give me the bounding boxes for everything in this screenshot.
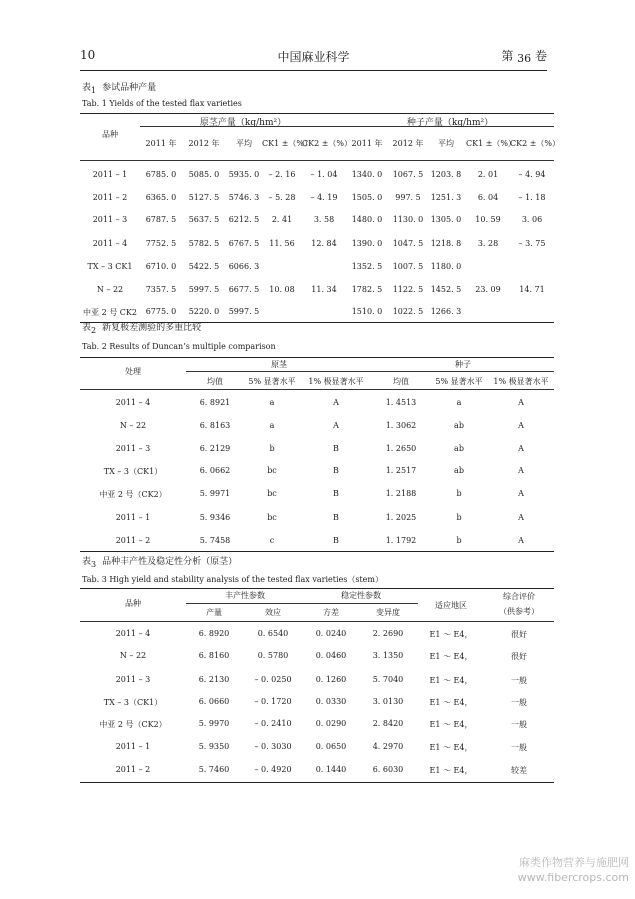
table2-h-treatment: 处理 (125, 367, 141, 376)
table1-cell: 6710. 0 (145, 262, 177, 271)
table2-cell: A (333, 398, 339, 407)
table1-cell: 1266. 3 (430, 307, 462, 316)
running-header (80, 46, 547, 64)
table2-caption-cn: 表2 新复极差测验的多重比较 (82, 323, 202, 335)
table2-cell: 5. 9971 (199, 489, 231, 498)
table3-cell: E1 ～ E4， (429, 630, 473, 639)
table1-cell: 3. 58 (313, 215, 335, 224)
table3-row-label: 2011 – 1 (115, 742, 151, 751)
table3-cell: 6. 6030 (372, 765, 404, 774)
table1-top-rule (80, 113, 554, 114)
table1-cell: 1340. 0 (351, 170, 383, 179)
table2-subheader: 5% 显著水平 (435, 377, 483, 386)
table3-row-label: 2011 – 4 (115, 629, 151, 638)
table3-cell: E1 ～ E4， (429, 652, 473, 661)
table2-cell: A (333, 421, 339, 430)
table3-cell: 0. 0240 (315, 629, 347, 638)
table3-h-eval-note: （供参考） (499, 607, 539, 616)
table1-cell: 12. 84 (311, 239, 337, 248)
table3-h-yield: 丰产性参数 (225, 591, 265, 600)
table2-cell: a (269, 398, 275, 407)
table3-stab-rule (304, 603, 418, 604)
table3-subheader: 方差 (323, 608, 339, 617)
table3-caption-cn: 表3 品种丰产性及稳定性分析（原茎） (82, 557, 238, 569)
table1-subheader: 2012 年 (188, 139, 220, 148)
table1-cell: 7752. 5 (145, 239, 177, 248)
table3-cell: 0. 1440 (315, 765, 347, 774)
table1-cell: – 1. 04 (310, 170, 338, 179)
table1-cell: 1203. 8 (430, 170, 462, 179)
table2-cell: b (456, 536, 462, 545)
table1-cell: 1505. 0 (351, 193, 383, 202)
table1-cell: 1480. 0 (351, 215, 383, 224)
table3-cell: 0. 0330 (315, 697, 347, 706)
table1-caption-en: Tab. 1 Yields of the tested flax varieties (82, 99, 242, 108)
watermark-line1: 麻类作物营养与施肥网 (519, 856, 629, 869)
table3-subheader: 效应 (265, 608, 281, 617)
table3-row-label: 2011 – 2 (115, 765, 151, 774)
table1-cell: – 5. 28 (268, 193, 296, 202)
table3-cell: 2. 2690 (372, 629, 404, 638)
table2-cell: 1. 3062 (385, 421, 417, 430)
table1-subheader: CK1 ±（%） (466, 139, 517, 148)
journal-title: 中国麻业科学 (277, 50, 350, 64)
table1-cell: 6677. 5 (228, 285, 260, 294)
table2-subheader: 1% 极显著水平 (493, 377, 549, 386)
table2-cell: b (269, 444, 275, 453)
table2-cell: A (518, 444, 524, 453)
table1-cell: 10. 08 (269, 285, 295, 294)
table2-h-seed: 种子 (455, 360, 471, 369)
page-number: 10 (80, 48, 96, 62)
table1-cell: – 3. 75 (518, 239, 546, 248)
table1-cell: 6. 04 (477, 193, 499, 202)
table3-cell: 6. 2130 (198, 675, 230, 684)
table2-cell: 1. 2517 (385, 466, 417, 475)
table2-cell: bc (267, 466, 277, 475)
table3-cell: 很好 (511, 652, 527, 661)
table2-cell: b (456, 513, 462, 522)
table1-cell: 6787. 5 (145, 215, 177, 224)
table3-cell: 5. 7460 (198, 765, 230, 774)
table2-subheader: 5% 显著水平 (248, 377, 296, 386)
table2-row-label: 2011 – 4 (115, 398, 151, 407)
table2-h-stem: 原茎 (271, 360, 287, 369)
table2-cell: 1. 2188 (385, 489, 417, 498)
table2-cell: A (518, 489, 524, 498)
table1-h-seed: 种子产量（kg/hm²） (406, 118, 494, 128)
table1-cell: – 4. 94 (518, 170, 546, 179)
table3-cell: 6. 8160 (198, 651, 230, 660)
table1-cell: 1130. 0 (392, 215, 424, 224)
table1-subheader: CK2 ±（%） (302, 139, 353, 148)
table3-cell: 0. 0290 (315, 719, 347, 728)
table1-cell: 5085. 0 (188, 170, 220, 179)
table1-cell: 1047. 5 (392, 239, 424, 248)
table1-cell: 3. 28 (477, 239, 499, 248)
table3-cell: 6. 0660 (198, 697, 230, 706)
table3-cell: – 0. 3030 (254, 742, 292, 751)
table1-cell: 6775. 0 (145, 307, 177, 316)
table2-cell: A (518, 421, 524, 430)
table1-cell: 6365. 0 (145, 193, 177, 202)
table3-cell: 0. 1260 (315, 675, 347, 684)
table1-row-label: 2011 – 3 (92, 215, 128, 224)
table2-cell: 5. 9346 (199, 513, 231, 522)
table1-head-rule (80, 160, 554, 161)
table1-cell: – 4. 19 (310, 193, 338, 202)
table1-cell: 1305. 0 (430, 215, 462, 224)
table3-cell: – 0. 2410 (254, 719, 292, 728)
table3-cell: 一般 (511, 698, 527, 707)
table3-bottom-rule (80, 782, 554, 783)
table3-cell: 0. 0650 (315, 742, 347, 751)
table1-row-label: 2011 – 1 (92, 170, 128, 179)
table3-cell: – 0. 0250 (254, 675, 292, 684)
table3-row-label: N – 22 (119, 651, 147, 660)
table1-cell: 1218. 8 (430, 239, 462, 248)
table2-cell: ab (454, 444, 464, 453)
table2-cell: A (518, 513, 524, 522)
table1-cell: 5997. 5 (188, 285, 220, 294)
table3-cell: 较差 (511, 766, 527, 775)
table1-cell: 5422. 5 (188, 262, 220, 271)
table3-h-stability: 稳定性参数 (341, 591, 381, 600)
watermark-line2: www.fibercrops.com (517, 871, 629, 884)
table1-subheader: CK1 ±（%） (262, 139, 313, 148)
table2-cell: ab (454, 421, 464, 430)
header-rule (80, 70, 547, 71)
table1-cell: 11. 56 (269, 239, 295, 248)
table1-cell: 5997. 5 (228, 307, 260, 316)
table1-cell: 7357. 5 (145, 285, 177, 294)
table3-row-label: 中亚 2 号（CK2） (99, 720, 167, 729)
table1-row-label: 2011 – 4 (92, 239, 128, 248)
table2-cell: bc (267, 489, 277, 498)
table2-cell: a (269, 421, 275, 430)
table2-row-label: TX – 3（CK1） (103, 467, 163, 476)
table1-cell: – 2. 16 (268, 170, 296, 179)
table1-subheader: 2011 年 (351, 139, 383, 148)
table1-cell: 14. 71 (519, 285, 545, 294)
table2-cell: A (518, 398, 524, 407)
table2-cell: B (333, 489, 339, 498)
table2-cell: bc (267, 513, 277, 522)
table1-cell: 1251. 3 (430, 193, 462, 202)
table2-cell: B (333, 444, 339, 453)
table3-subheader: 变异度 (376, 608, 400, 617)
table2-cell: ab (454, 466, 464, 475)
table2-row-label: 2011 – 3 (115, 444, 151, 453)
table3-cell: 很好 (511, 630, 527, 639)
table1-row-label: 中亚 2 号 CK2 (83, 308, 137, 317)
table2-subheader: 均值 (393, 377, 409, 386)
table1-cell: 5782. 5 (188, 239, 220, 248)
table3-cell: 6. 8920 (198, 629, 230, 638)
table2-row-label: 中亚 2 号（CK2） (99, 490, 167, 499)
table1-cell: 5220. 0 (188, 307, 220, 316)
table2-cell: c (269, 536, 275, 545)
table1-subheader: 2012 年 (392, 139, 424, 148)
table1-cell: 6212. 5 (228, 215, 260, 224)
table1-cell: 1452. 5 (430, 285, 462, 294)
table3-cell: 3. 1350 (372, 651, 404, 660)
table2-row-label: N – 22 (119, 421, 147, 430)
table1-cell: 2. 01 (477, 170, 499, 179)
table2-cell: 5. 7458 (199, 536, 231, 545)
table1-subheader: 2011 年 (145, 139, 177, 148)
table3-cell: – 0. 1720 (254, 697, 292, 706)
table1-cell: 3. 06 (521, 215, 543, 224)
table2-subheader: 均值 (207, 377, 223, 386)
table1-cell: 6066. 3 (228, 262, 260, 271)
table1-cell: 5935. 0 (228, 170, 260, 179)
table2-subheader: 1% 极显著水平 (308, 377, 364, 386)
table2-cell: 6. 8921 (199, 398, 231, 407)
table1-cell: 1352. 5 (351, 262, 383, 271)
table2-row-label: 2011 – 1 (115, 513, 151, 522)
table3-yield-rule (186, 603, 304, 604)
table1-cell: 5127. 5 (188, 193, 220, 202)
table2-cell: 1. 2025 (385, 513, 417, 522)
table2-seed-rule (372, 371, 554, 372)
table2-cell: B (333, 536, 339, 545)
table3-row-label: TX – 3（CK1） (103, 698, 163, 707)
table1-cell: 1122. 5 (392, 285, 424, 294)
table1-cell: 23. 09 (475, 285, 501, 294)
table3-row-label: 2011 – 3 (115, 675, 151, 684)
table3-cell: – 0. 4920 (254, 765, 292, 774)
table3-cell: 2. 8420 (372, 719, 404, 728)
table3-cell: 0. 5780 (257, 651, 289, 660)
table3-cell: 5. 7040 (372, 675, 404, 684)
table1-cell: 10. 59 (475, 215, 501, 224)
table2-cell: 1. 4513 (385, 398, 417, 407)
table1-cell: 1180. 0 (430, 262, 462, 271)
watermark (518, 855, 629, 885)
table1-cell: 997. 5 (395, 193, 421, 202)
table2-stem-rule (186, 371, 372, 372)
table1-cell: 5637. 5 (188, 215, 220, 224)
table2-cell: 1. 1792 (385, 536, 417, 545)
table3-cell: 一般 (511, 743, 527, 752)
table1-cell: 11. 34 (311, 285, 337, 294)
table3-caption-en: Tab. 3 High yield and stability analysis of the tested flax varieties（stem） (82, 575, 383, 584)
table3-cell: E1 ～ E4， (429, 698, 473, 707)
table1-cell: 1782. 5 (351, 285, 383, 294)
table3-h-region: 适应地区 (435, 601, 467, 610)
table2-cell: B (333, 466, 339, 475)
table1-cell: – 1. 18 (518, 193, 546, 202)
table1-h-variety: 品种 (102, 130, 118, 139)
table3-cell: 3. 0130 (372, 697, 404, 706)
table1-subheader: 平均 (236, 139, 252, 148)
table3-cell: 0. 6540 (257, 629, 289, 638)
volume-label: 第 36 卷 (501, 49, 547, 65)
table2-cell: 1. 2650 (385, 444, 417, 453)
table1-cell: 2. 41 (271, 215, 293, 224)
table2-cell: 6. 8163 (199, 421, 231, 430)
table3-cell: E1 ～ E4， (429, 743, 473, 752)
table3-cell: 4. 2970 (372, 742, 404, 751)
table2-cell: A (518, 466, 524, 475)
table3-cell: 一般 (511, 676, 527, 685)
table1-row-label: TX – 3 CK1 (87, 262, 133, 271)
table1-cell: 5746. 3 (228, 193, 260, 202)
table2-cell: A (518, 536, 524, 545)
table1-subheader: CK2 ±（%） (510, 139, 561, 148)
table2-row-label: 2011 – 2 (115, 536, 151, 545)
table2-cell: 6. 2129 (199, 444, 231, 453)
table3-cell: 一般 (511, 720, 527, 729)
table3-cell: E1 ～ E4， (429, 676, 473, 685)
table1-row-label: 2011 – 2 (92, 193, 128, 202)
table1-cell: 6785. 0 (145, 170, 177, 179)
table3-top-rule (80, 588, 554, 589)
table3-cell: 0. 0460 (315, 651, 347, 660)
table1-cell: 6767. 5 (228, 239, 260, 248)
table2-bottom-rule (80, 551, 554, 552)
table3-cell: E1 ～ E4， (429, 720, 473, 729)
table2-head-rule (80, 389, 554, 390)
table3-head-rule (80, 621, 554, 622)
table1-row-label: N – 22 (96, 285, 124, 294)
table2-caption-en: Tab. 2 Results of Duncan’s multiple comparison (82, 342, 276, 351)
table2-cell: b (456, 489, 462, 498)
table1-cell: 1007. 5 (392, 262, 424, 271)
table3-h-eval: 综合评价 (503, 592, 535, 601)
table3-h-variety: 品种 (125, 599, 141, 608)
table3-subheader: 产量 (206, 608, 222, 617)
table3-cell: E1 ～ E4， (429, 766, 473, 775)
table3-cell: 5. 9350 (198, 742, 230, 751)
table1-caption-cn: 表1 参试品种产量 (82, 83, 157, 95)
table2-cell: B (333, 513, 339, 522)
table2-top-rule (80, 357, 554, 358)
table1-cell: 1510. 0 (351, 307, 383, 316)
table1-cell: 1022. 5 (392, 307, 424, 316)
table1-cell: 1390. 0 (351, 239, 383, 248)
table1-cell: 1067. 5 (392, 170, 424, 179)
table2-cell: a (456, 398, 462, 407)
table1-subheader: 平均 (438, 139, 454, 148)
table2-cell: 6. 0662 (199, 466, 231, 475)
table3-cell: 5. 9970 (198, 719, 230, 728)
table1-h-stem: 原茎产量（kg/hm²） (199, 118, 287, 128)
